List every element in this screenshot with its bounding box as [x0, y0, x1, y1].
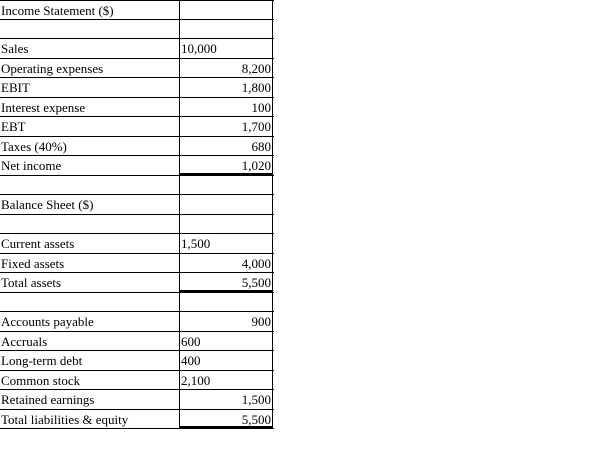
blank-row [0, 20, 274, 40]
empty-cell[interactable] [0, 20, 180, 39]
table-row-net-income [0, 156, 274, 176]
row-label[interactable]: EBIT [0, 78, 180, 97]
row-value[interactable]: 1,800 [180, 78, 273, 97]
row-value[interactable]: 4,000 [180, 254, 273, 273]
income-statement-title[interactable]: Income Statement ($) [0, 1, 180, 19]
table-row-operating-expenses [0, 59, 274, 79]
row-value[interactable]: 1,020 [180, 156, 273, 175]
row-label[interactable]: Total assets [0, 273, 180, 292]
blank-row [0, 293, 274, 313]
table-row-current-assets [0, 234, 274, 254]
empty-cell[interactable] [180, 215, 273, 234]
blank-row [0, 215, 274, 235]
empty-cell[interactable] [180, 1, 273, 19]
row-label[interactable]: Retained earnings [0, 390, 180, 409]
balance-sheet-title-row [0, 195, 274, 215]
table-row-common-stock [0, 371, 274, 391]
table-row-taxes [0, 137, 274, 157]
empty-cell[interactable] [0, 293, 180, 312]
row-label[interactable]: Operating expenses [0, 59, 180, 78]
row-label[interactable]: Taxes (40%) [0, 137, 180, 156]
empty-cell[interactable] [180, 195, 273, 214]
row-label[interactable]: Long-term debt [0, 351, 180, 370]
table-row-ebit [0, 78, 274, 98]
income-statement-title-row [0, 0, 274, 20]
row-label[interactable]: Common stock [0, 371, 180, 390]
row-value[interactable]: 100 [180, 98, 273, 117]
row-label[interactable]: Accounts payable [0, 312, 180, 331]
empty-cell[interactable] [180, 176, 273, 195]
row-label[interactable]: EBT [0, 117, 180, 136]
row-value[interactable]: 900 [180, 312, 273, 331]
row-value[interactable]: 8,200 [180, 59, 273, 78]
balance-sheet-title[interactable]: Balance Sheet ($) [0, 195, 180, 214]
table-row-long-term-debt [0, 351, 274, 371]
table-row-fixed-assets [0, 254, 274, 274]
row-label[interactable]: Sales [0, 39, 180, 58]
table-row-ebt [0, 117, 274, 137]
row-value[interactable]: 400 [180, 351, 273, 370]
table-row-accruals [0, 332, 274, 352]
row-value[interactable]: 2,100 [180, 371, 273, 390]
row-label[interactable]: Accruals [0, 332, 180, 351]
table-row-interest-expense [0, 98, 274, 118]
row-value[interactable]: 10,000 [180, 39, 273, 58]
table-row-total-assets [0, 273, 274, 293]
empty-cell[interactable] [0, 176, 180, 195]
empty-cell[interactable] [0, 215, 180, 234]
row-value[interactable]: 5,500 [180, 410, 273, 429]
row-value[interactable]: 1,700 [180, 117, 273, 136]
row-label[interactable]: Interest expense [0, 98, 180, 117]
row-label[interactable]: Fixed assets [0, 254, 180, 273]
row-value[interactable]: 680 [180, 137, 273, 156]
empty-cell[interactable] [180, 20, 273, 39]
row-label[interactable]: Current assets [0, 234, 180, 253]
row-value[interactable]: 5,500 [180, 273, 273, 292]
blank-row [0, 176, 274, 196]
spreadsheet [0, 0, 274, 429]
row-value[interactable]: 1,500 [180, 390, 273, 409]
row-value[interactable]: 600 [180, 332, 273, 351]
table-row-sales [0, 39, 274, 59]
empty-cell[interactable] [180, 293, 273, 312]
row-label[interactable]: Total liabilities & equity [0, 410, 180, 429]
table-row-retained-earnings [0, 390, 274, 410]
table-row-total-liabilities-equity [0, 410, 274, 430]
row-label[interactable]: Net income [0, 156, 180, 175]
table-row-accounts-payable [0, 312, 274, 332]
row-value[interactable]: 1,500 [180, 234, 273, 253]
